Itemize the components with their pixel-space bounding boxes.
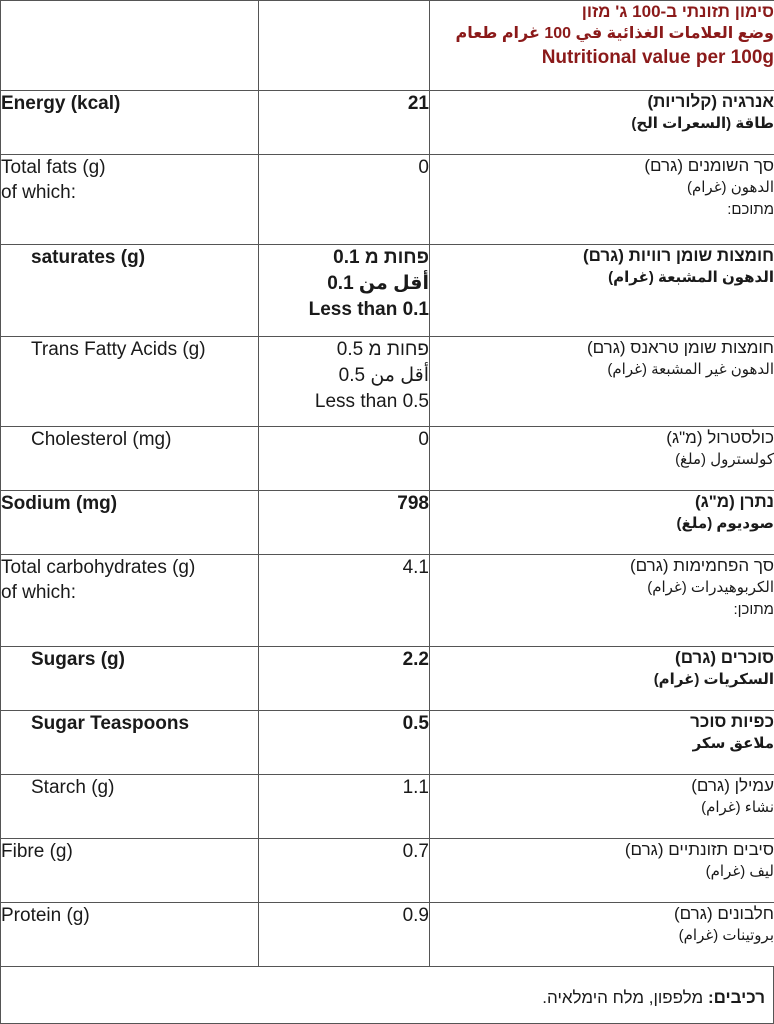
- nutrient-name-he-ar: [430, 903, 774, 967]
- table-row-total-fats: [1, 155, 774, 245]
- nutrient-value: 0.7: [259, 839, 430, 903]
- nutrient-name-en: saturates (g): [1, 245, 259, 337]
- nutrient-name-he-ar: [430, 155, 774, 245]
- nutrient-name-en: Total carbohydrates (g) of which:: [1, 555, 259, 647]
- nutrient-name-he-ar: [430, 91, 774, 155]
- nutrient-value: 798: [259, 491, 430, 555]
- nutrient-name-hebrew: אנרגיה (קלוריות): [647, 92, 774, 111]
- nutrient-name-hebrew: חומצות שומן טראנס (גרם): [586, 338, 774, 357]
- nutrient-name-hebrew: חלבונים (גרם): [674, 904, 774, 923]
- nutrient-name-en: Energy (kcal): [1, 91, 259, 155]
- nutrient-value: פחות מ 0.1 أقل من 0.1 Less than 0.1: [259, 245, 430, 337]
- nutrient-value: 2.2: [259, 647, 430, 711]
- nutrient-name-hebrew: כולסטרול (מ"ג): [666, 428, 774, 447]
- nutrient-value: 0.9: [259, 903, 430, 967]
- ingredients-label: רכיבים:: [707, 988, 765, 1007]
- nutrient-name-hebrew: עמילן (גרם): [691, 776, 774, 795]
- header-row: [1, 1, 774, 91]
- nutrient-name-arabic: السكريات (غرام): [653, 671, 774, 688]
- nutrient-subnote-hebrew: מתוכן:: [733, 601, 774, 618]
- nutrient-name-he-ar: [430, 337, 774, 427]
- nutrient-name-en: Fibre (g): [1, 839, 259, 903]
- nutrient-name-arabic: ليف (غرام): [705, 863, 774, 880]
- header-empty-cell-val: [259, 1, 430, 91]
- nutrient-name-en: Cholesterol (mg): [1, 427, 259, 491]
- nutrient-value: 0.5: [259, 711, 430, 775]
- nutrient-name-hebrew: סוכרים (גרם): [675, 648, 774, 667]
- nutrient-name-hebrew: סיבים תזונתיים (גרם): [624, 840, 774, 859]
- table-row-protein: [1, 903, 774, 967]
- table-row-sugars: [1, 647, 774, 711]
- table-row-sodium: [1, 491, 774, 555]
- nutrient-name-he-ar: [430, 839, 774, 903]
- table-row-sugar-teaspoons: [1, 711, 774, 775]
- nutrient-name-he-ar: [430, 555, 774, 647]
- nutrient-name-hebrew: חומצות שומן רוויות (גרם): [582, 246, 774, 265]
- header-title-cell: [430, 1, 774, 91]
- nutrient-name-arabic: الدهون غير المشبعة (غرام): [607, 361, 774, 378]
- nutrient-name-en: Starch (g): [1, 775, 259, 839]
- table-row-saturates: [1, 245, 774, 337]
- nutrient-value: 21: [259, 91, 430, 155]
- nutrient-value: 0: [259, 427, 430, 491]
- header-empty-cell-en: [1, 1, 259, 91]
- nutrient-name-arabic: نشاء (غرام): [701, 799, 774, 816]
- nutrient-name-hebrew: נתרן (מ"ג): [694, 492, 774, 511]
- nutrient-name-en: Sodium (mg): [1, 491, 259, 555]
- nutrient-value: 1.1: [259, 775, 430, 839]
- nutrient-subnote-hebrew: מתוכם:: [727, 201, 774, 218]
- nutrient-name-hebrew: כפיות סוכר: [690, 712, 774, 731]
- ingredients-box: [0, 966, 774, 1024]
- table-row-energy: [1, 91, 774, 155]
- nutrient-name-en: Total fats (g) of which:: [1, 155, 259, 245]
- nutrient-value: 0: [259, 155, 430, 245]
- table-row-starch: [1, 775, 774, 839]
- nutrient-name-hebrew: סך הפחמימות (גרם): [629, 556, 774, 575]
- nutrient-value: פחות מ 0.5 أقل من 0.5 Less than 0.5: [259, 337, 430, 427]
- nutrient-name-arabic: طاقة (السعرات الح): [631, 115, 774, 132]
- table-row-trans-fats: [1, 337, 774, 427]
- nutrient-name-he-ar: [430, 491, 774, 555]
- nutrient-name-arabic: كولسترول (ملغ): [675, 451, 774, 468]
- header-title-hebrew: סימון תזונתי ב-100 ג' מזון: [581, 2, 774, 21]
- nutrient-name-he-ar: [430, 647, 774, 711]
- header-title-arabic: وضع العلامات الغذائية في 100 غرام طعام: [455, 25, 774, 42]
- table-row-cholesterol: [1, 427, 774, 491]
- nutrient-name-hebrew: סך השומנים (גרם): [644, 156, 774, 175]
- nutrient-value: 4.1: [259, 555, 430, 647]
- header-title-english: Nutritional value per 100g: [541, 47, 774, 68]
- nutrient-name-en: Sugars (g): [1, 647, 259, 711]
- table-row-fibre: [1, 839, 774, 903]
- nutrient-name-en: Protein (g): [1, 903, 259, 967]
- table-row-total-carbohydrates: [1, 555, 774, 647]
- nutrient-name-en: Sugar Teaspoons: [1, 711, 259, 775]
- nutrient-name-he-ar: [430, 711, 774, 775]
- nutrient-name-en: Trans Fatty Acids (g): [1, 337, 259, 427]
- nutrient-name-arabic: الكربوهيدرات (غرام): [647, 579, 774, 596]
- nutrient-name-he-ar: [430, 427, 774, 491]
- nutrient-name-arabic: صوديوم (ملغ): [676, 515, 774, 532]
- nutrient-name-arabic: الدهون (غرام): [686, 179, 774, 196]
- nutrient-name-arabic: ملاعق سكر: [692, 735, 774, 752]
- nutrient-name-arabic: بروتينات (غرام): [678, 927, 774, 944]
- nutrient-name-arabic: الدهون المشبعة (غرام): [608, 269, 774, 286]
- nutrient-name-he-ar: [430, 245, 774, 337]
- ingredients-text: [542, 988, 765, 1008]
- ingredients-list: מלפפון, מלח הימלאיה.: [542, 988, 708, 1007]
- nutrient-name-he-ar: [430, 775, 774, 839]
